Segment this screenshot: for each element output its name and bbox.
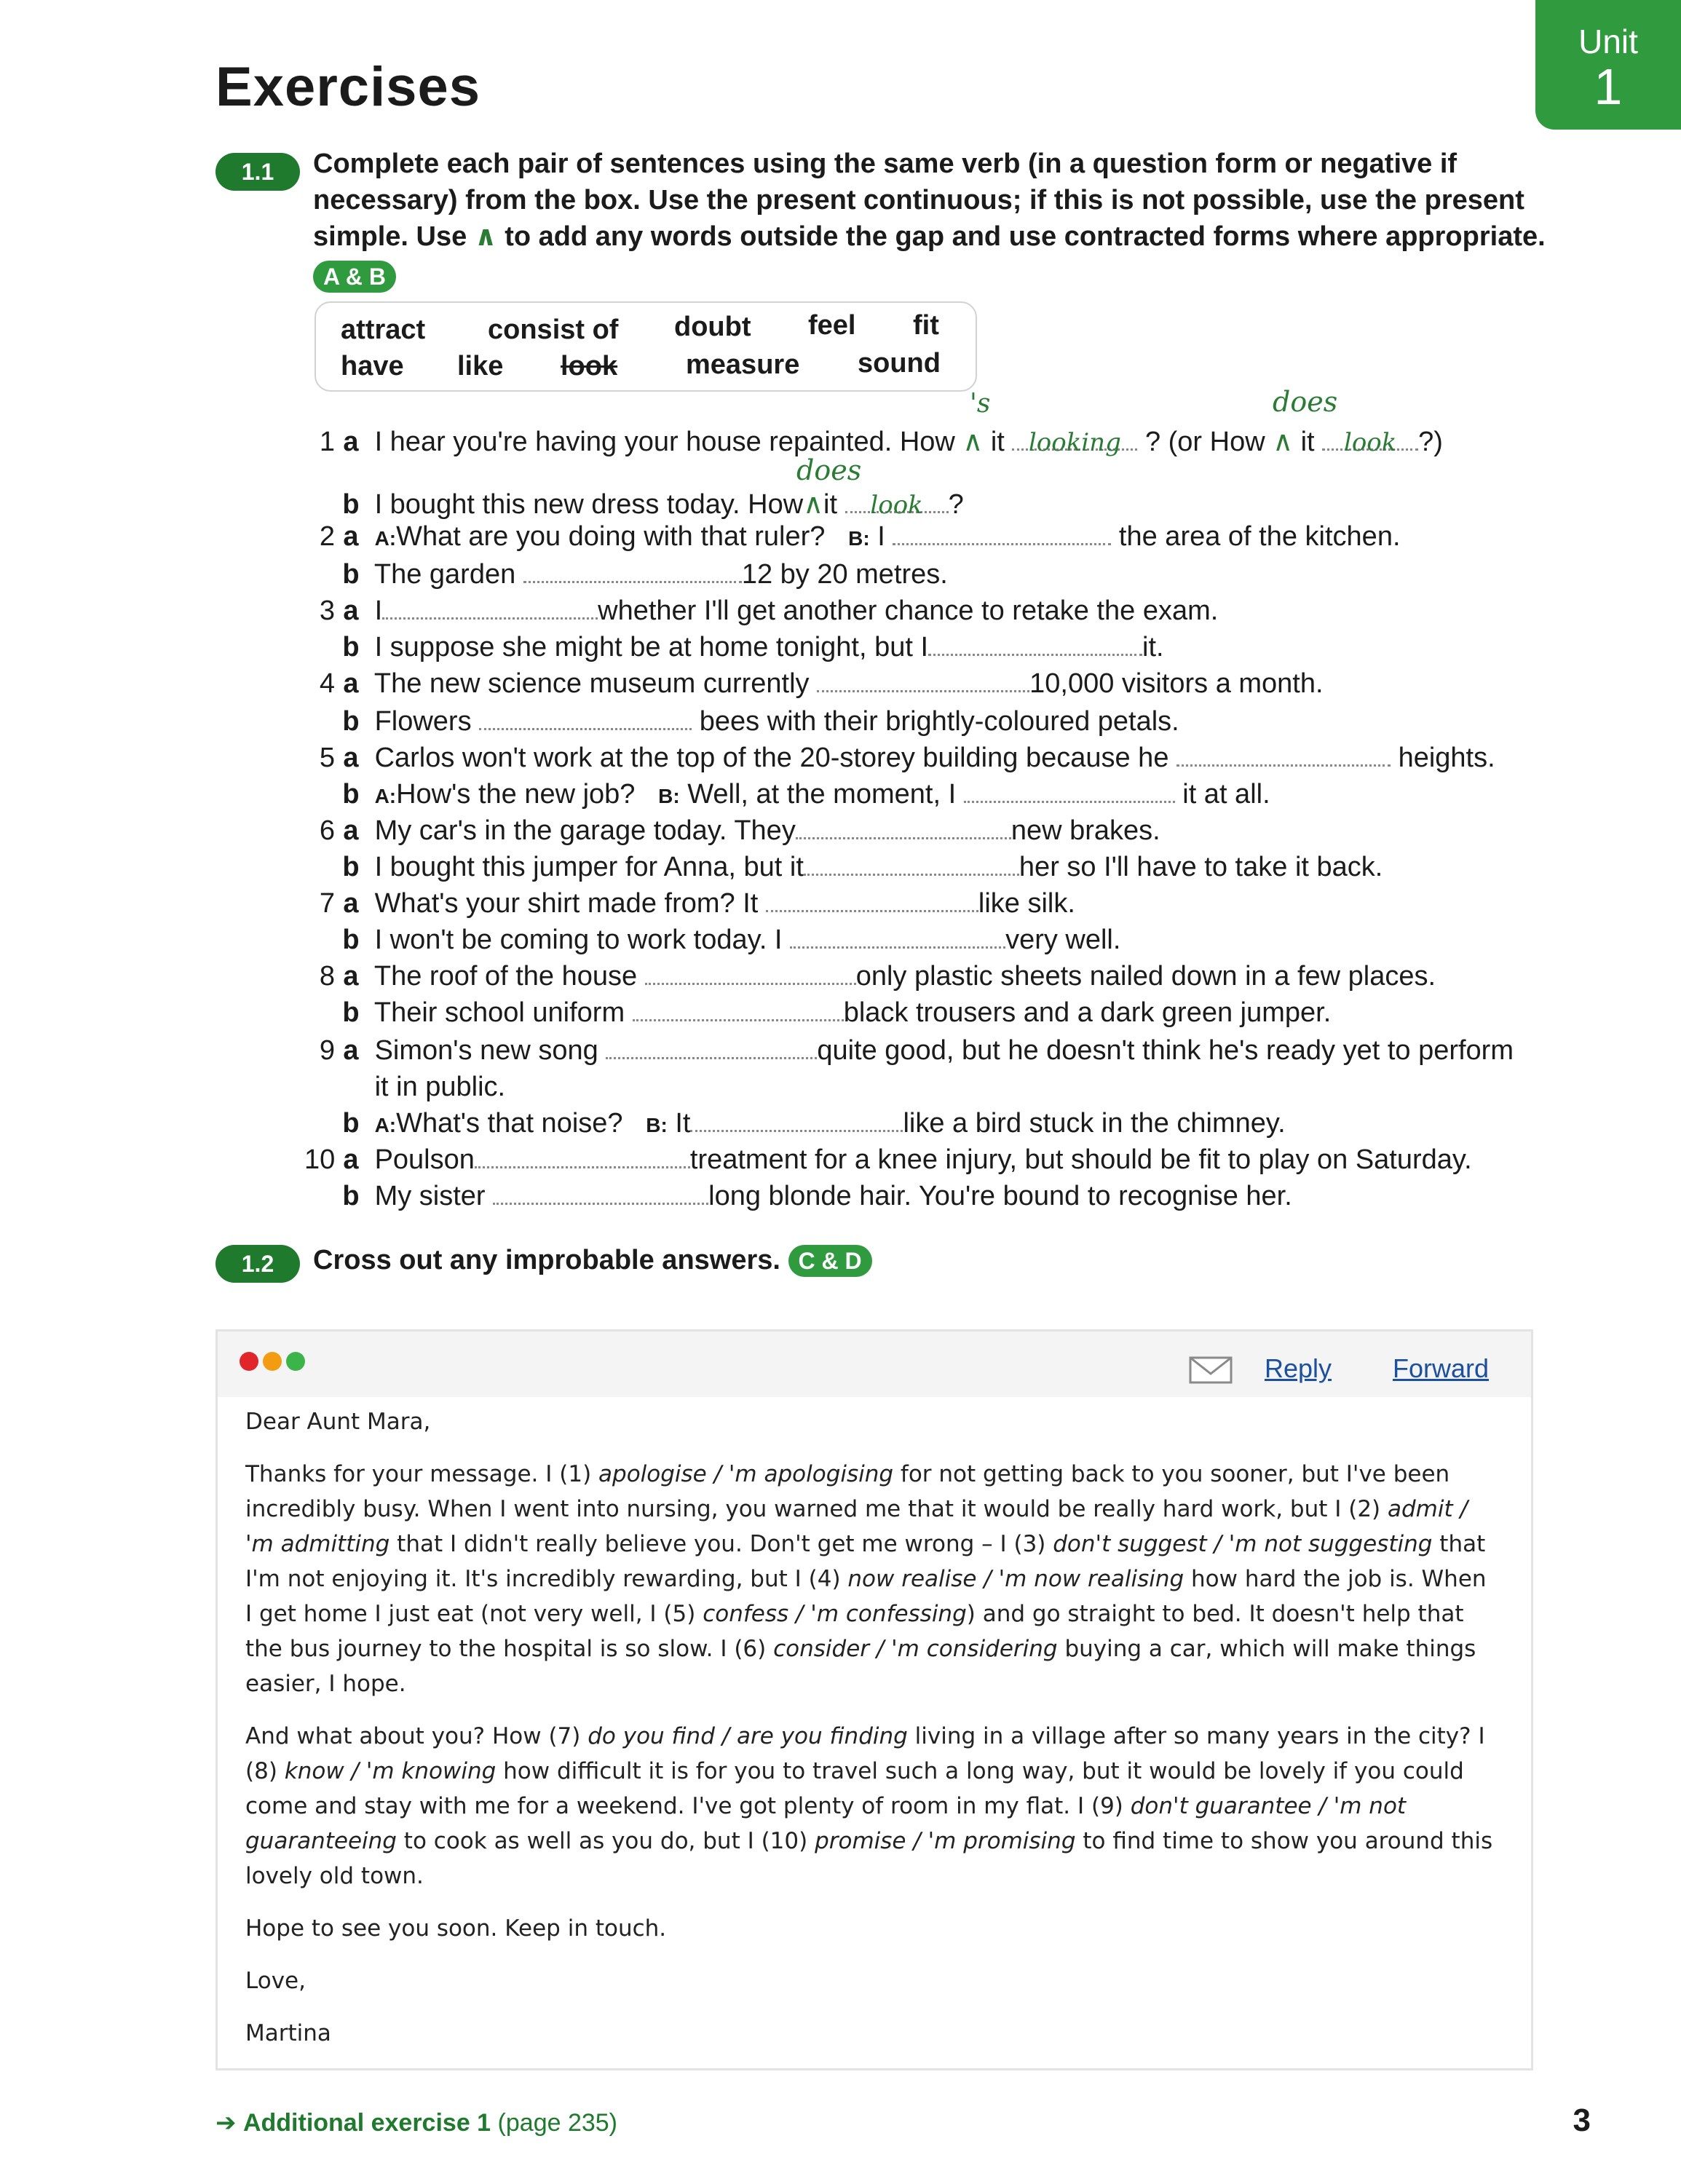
answer-blank[interactable] [790,925,1005,949]
word-have: have [341,351,404,381]
word-measure: measure [686,349,800,380]
item-4a: 4 a The new science museum currently 10,000 visitors a month. [319,668,1324,699]
item-6b: b I bought this jumper for Anna, but it her so I'll have to take it back. [342,852,1383,882]
item-4b: b Flowers bees with their brightly-coloured petals. [342,706,1179,737]
word-feel: feel [808,310,856,341]
item-10b: b My sister long blonde hair. You're bound to recognise her. [342,1181,1292,1211]
answer-blank[interactable] [766,888,978,912]
answer-blank[interactable] [523,559,742,583]
word-attract: attract [341,314,426,345]
word-sound: sound [858,348,941,379]
item-3b: b I suppose she might be at home tonight, but I it. [342,632,1164,662]
email-paragraph-2: And what about you? How (7) do you find / are you finding living in a village after so many years in the city? I (8) know / 'm knowing how difficult it is for you to travel such a long way, but it would be lovely if you could come and stay with me for a weekend. I've got plenty of room in my flat. I (9) don't guarantee / 'm not guaranteeing to cook as well as you do, but I (10) promise / 'm promising to find time to show you around this lovely old town. [245,1723,1493,1889]
email-signature: Martina [245,2020,331,2046]
answer-blank[interactable] [475,1144,690,1168]
handwritten-look-2: look [870,491,923,520]
item-8a: 8 a The roof of the house only plastic sheets nailed down in a few places. [319,961,1436,992]
answer-blank[interactable] [633,997,844,1021]
word-like: like [457,351,504,381]
answer-blank[interactable] [817,668,1029,692]
email-paragraph-1: Thanks for your message. I (1) apologise / 'm apologising for not getting back to you sooner, but I've been incredibly busy. When I went into nursing, you warned me that it would be really hard work, but I (2) admit / 'm admitting that I didn't really believe you. Don't get me wrong – I (3) don't suggest / 'm not suggesting that I'm not enjoying it. It's incredibly rewarding, but I (4) now realise / 'm now realising how hard the job is. When I get home I just eat (not very well, I (5) confess / 'm confessing) and go straight to bed. It doesn't help that the bus journey to the hospital is so slow. I (6) consider / 'm considering buying a car, which will make things easier, I hope. [245,1461,1487,1697]
close-dot-icon[interactable] [240,1352,258,1371]
item-3a: 3 a I whether I'll get another chance to retake the exam. [319,596,1219,626]
email-signoff: Love, [245,1968,306,1994]
exercise-badge-1-1: 1.1 [215,153,300,191]
email-window [215,1329,1533,2070]
word-box [315,301,977,392]
item-5a: 5 a Carlos won't work at the top of the 20-storey building because he heights. [319,743,1495,773]
unit-tab [1535,0,1681,130]
handwritten-does-1: does [1273,386,1338,418]
exercise-instruction-1-1: Complete each pair of sentences using the same verb (in a question form or negative if necessary) from the box. Use the present continuous; if this is not possible, use the present simple. Use ∧ to add any words outside the gap and use contracted forms where appropriate. [313,149,1546,252]
answer-blank[interactable] [1176,743,1391,767]
item-2b: b The garden 12 by 20 metres. [342,559,948,590]
item-1b: b I bought this new dress today. How∧it look ? [342,489,964,520]
item-9a-cont: it in public. [374,1072,506,1102]
word-look-crossed: look [561,351,618,381]
item-10a: 10 a Poulson treatment for a knee injury, but should be fit to play on Saturday. [304,1144,1472,1175]
answer-blank[interactable] [1322,427,1418,457]
reply-link[interactable]: Reply [1265,1353,1332,1383]
answer-blank[interactable] [928,632,1142,656]
answer-blank[interactable] [893,521,1111,545]
item-9b: b A:What's that noise? B: It like a bird stuck in the chimney. [342,1108,1286,1139]
item-2a: 2 a A:What are you doing with that ruler? B: I the area of the kitchen. [319,521,1401,552]
handwritten-s: 's [970,389,991,419]
email-toolbar [218,1332,1531,1397]
email-paragraph-3: Hope to see you soon. Keep in touch. [245,1915,667,1942]
page-title: Exercises [215,56,480,118]
forward-link[interactable]: Forward [1393,1353,1490,1383]
handwritten-look-1: look [1343,428,1397,457]
page-number: 3 [1573,2102,1591,2138]
exercise-badge-1-2: 1.2 [215,1245,300,1283]
exercise-instruction-1-2: Cross out any improbable answers. C & D [313,1242,872,1278]
item-8b: b Their school uniform black trousers and a dark green jumper. [342,997,1332,1028]
unit-label: Unit [1578,23,1638,60]
unit-number: 1 [1594,58,1623,115]
answer-blank[interactable] [1012,427,1137,457]
answer-blank[interactable] [645,961,856,985]
answer-blank[interactable] [606,1035,817,1059]
section-tag-a-b: A & B [313,261,396,293]
word-fit: fit [913,310,939,341]
answer-blank[interactable] [796,815,1011,839]
answer-blank[interactable] [690,1108,903,1132]
answer-blank[interactable] [845,489,949,520]
arrow-icon: ➔ [215,2109,237,2137]
answer-blank[interactable] [964,779,1175,803]
item-9a: 9 a Simon's new song quite good, but he doesn't think he's ready yet to perform [319,1035,1514,1066]
handwritten-does-2: does [796,454,862,486]
minimize-dot-icon[interactable] [263,1352,282,1371]
handwritten-looking: looking [1028,428,1121,457]
email-body [245,1404,1498,2068]
answer-blank[interactable] [382,596,598,620]
item-7a: 7 a What's your shirt made from? It like silk. [319,888,1075,919]
item-7b: b I won't be coming to work today. I very well. [342,925,1121,955]
item-1a: 1 a I hear you're having your house repainted. How ∧ it looking ? (or How ∧ it look ?) [319,427,1443,457]
answer-blank[interactable] [479,706,692,730]
word-doubt: doubt [674,312,751,342]
answer-blank[interactable] [804,852,1019,876]
caret-symbol: ∧ [474,221,497,252]
item-5b: b A:How's the new job? B: Well, at the moment, I it at all. [342,779,1270,810]
envelope-icon [1189,1356,1233,1384]
email-greeting: Dear Aunt Mara, [245,1409,431,1435]
item-6a: 6 a My car's in the garage today. They new brakes. [319,815,1160,846]
answer-blank[interactable] [493,1181,708,1205]
word-consist-of: consist of [488,314,619,345]
additional-exercise-link[interactable]: ➔ Additional exercise 1 (page 235) [215,2109,618,2137]
section-tag-c-d: C & D [788,1245,872,1277]
maximize-dot-icon[interactable] [286,1352,305,1371]
